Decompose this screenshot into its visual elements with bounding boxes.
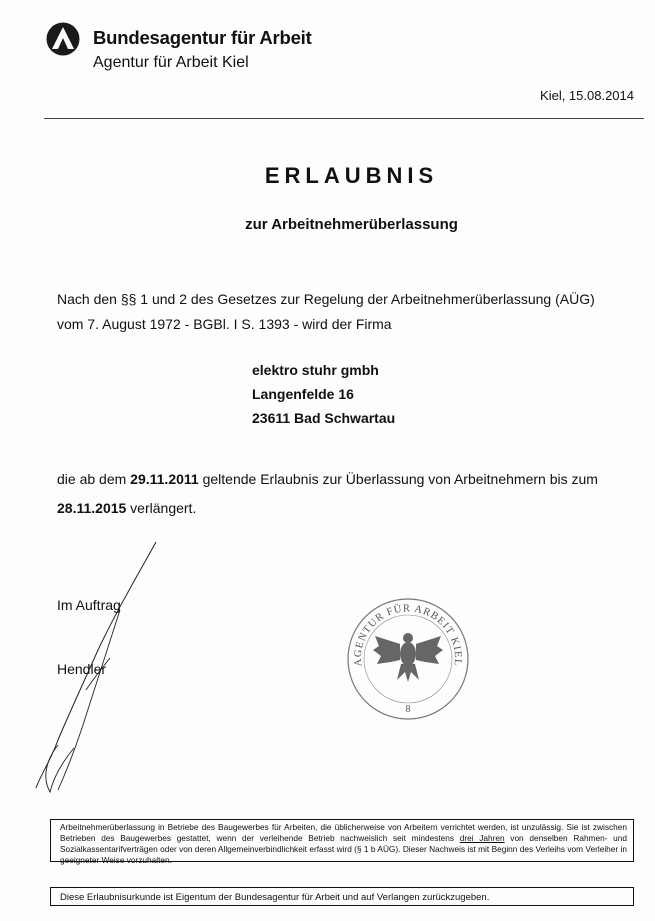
official-seal-icon [345, 596, 471, 722]
company-city: 23611 Bad Schwartau [252, 410, 396, 426]
header-divider [44, 118, 644, 119]
notice-underlined: drei Jahren [459, 833, 505, 843]
legal-basis-line-1: Nach den §§ 1 und 2 des Gesetzes zur Regelung der Arbeitnehmerüberlassung (AÜG) [57, 291, 595, 307]
signatory-name: Hendler [57, 661, 107, 677]
construction-industry-notice [50, 819, 634, 865]
grant-line-1 [57, 471, 598, 487]
document-subtitle: zur Arbeitnehmerüberlassung [245, 216, 458, 233]
grant-end-date: 28.11.2015 [57, 500, 127, 516]
document-title: ERLAUBNIS [264, 163, 439, 188]
seal-number: 8 [405, 704, 411, 715]
notice-part-2: von denselben Rahmen- und Sozialkassentarifverträgen oder von deren Allgemeinverbindlichkeit erfasst wird (§ 1 b AÜG). Dieser Nachweis ist mit Beginn des Verleihs vom Verleiher in geeigneter Weise vorzuhalten. [60, 833, 627, 865]
grant-start-date: 29.11.2011 [130, 471, 199, 487]
on-behalf-label: Im Auftrag [57, 597, 121, 613]
company-name: elektro stuhr gmbh [252, 362, 379, 378]
grant-suffix: verlängert. [126, 500, 197, 516]
grant-line-2 [57, 500, 196, 516]
handwritten-signature [28, 540, 168, 800]
grant-middle: geltende Erlaubnis zur Überlassung von Arbeitnehmern bis zum [198, 471, 598, 487]
grant-prefix: die ab dem [57, 471, 131, 487]
organization-name: Bundesagentur für Arbeit [93, 27, 312, 48]
organization-office: Agentur für Arbeit Kiel [93, 54, 249, 71]
notice-part-1: Arbeitnehmerüberlassung in Betriebe des Baugewerbes für Arbeiten, die üblicherweise von Arbeitern verrichtet werden, ist unzulässig. Sie ist zwischen Betrieben des Baugewerbes gestattet, wenn der verleihende Betrieb nachweislich seit mindestens [60, 822, 627, 843]
agency-logo-icon [46, 22, 80, 56]
legal-basis-line-2: vom 7. August 1972 - BGBl. I S. 1393 - wird der Firma [57, 316, 392, 332]
place-date: Kiel, 15.08.2014 [540, 88, 634, 103]
company-street: Langenfelde 16 [252, 386, 354, 402]
svg-text:AGENTUR FÜR ARBEIT KIEL: AGENTUR FÜR ARBEIT KIEL [352, 603, 464, 667]
ownership-notice: Diese Erlaubnisurkunde ist Eigentum der Bundesagentur für Arbeit und auf Verlangen zurückzugeben. [50, 887, 634, 906]
